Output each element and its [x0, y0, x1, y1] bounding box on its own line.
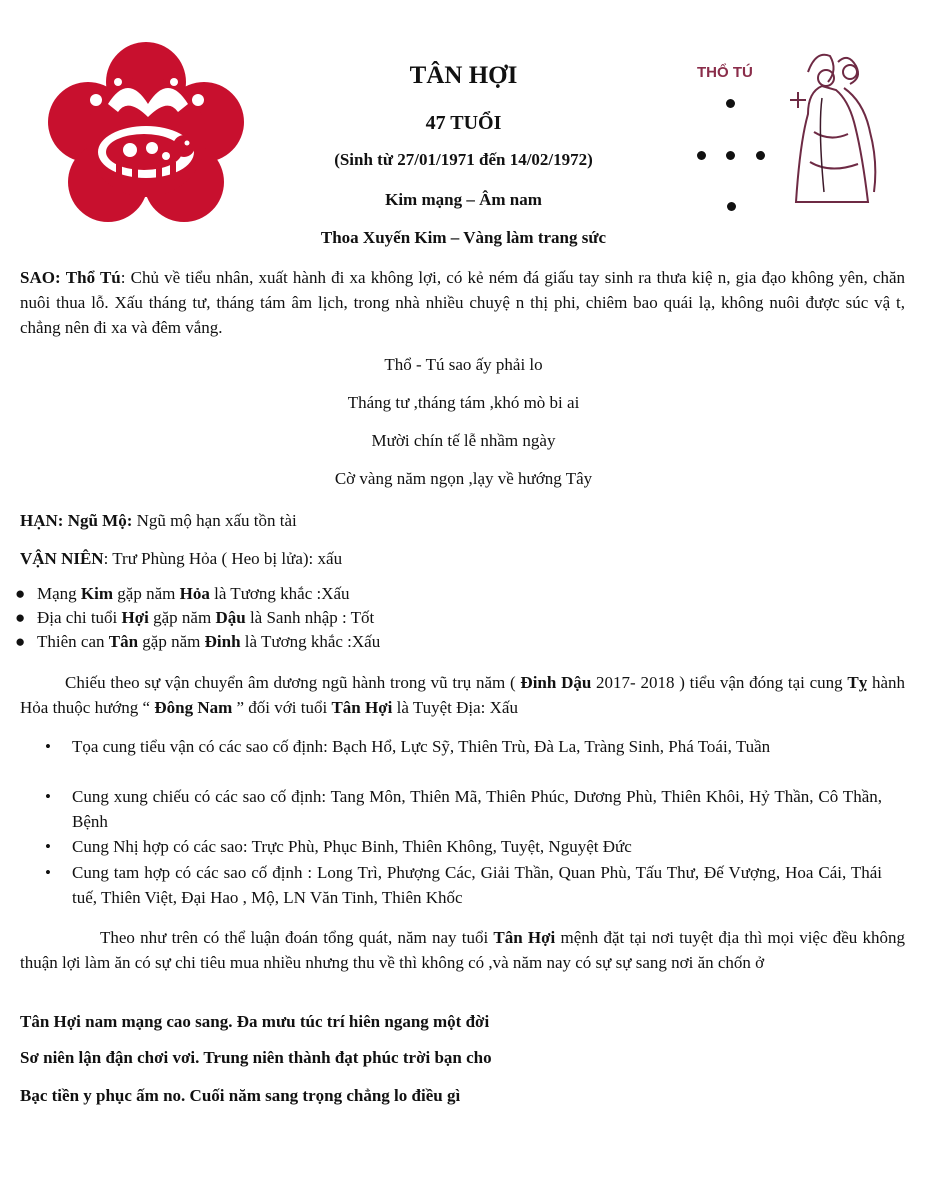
star-dot [726, 151, 735, 160]
verse-line: Tháng tư ,tháng tám ,khó mò bi ai [347, 393, 580, 412]
conclusion-paragraph: Theo như trên có thể luận đoán tổng quát, năm nay tuổi Tân Hợi mệnh đặt tại nơi tuyệt địa thì mọi việc đều không thuận lợi làm ăn có sự chi tiêu mua nhiều nhưng thu về thì không có ,và năm nay có sự sự sang nơi ăn chốn ở [20, 928, 905, 972]
element-line: Kim mạng – Âm nam [385, 190, 542, 209]
han-label: HẠN: [20, 511, 64, 530]
sao-star-name: Thổ Tú [65, 268, 121, 287]
bullet-icon: • [45, 837, 51, 856]
sao-text: : Chủ về tiểu nhân, xuất hành đi xa không lợi, có kẻ ném đá giấu tay sinh ra thưa kiệ n, gia đạo không yên, chăn nuôi thua lỗ. Xấu tháng tư, tháng tám âm lịch, trong nhà nhiều chuyệ n thị phi, chiêm bao quái lạ, không nuôi được súc vậ t, chẳng nên đi xa và đêm vắng. [20, 268, 905, 337]
page-title: TÂN HỢI [409, 62, 518, 89]
han-text: Ngũ mộ hạn xấu tồn tài [132, 511, 297, 530]
star-dot [727, 202, 736, 211]
bullet-icon: • [45, 737, 51, 756]
bullet-icon: ● [15, 632, 26, 651]
star-dot [726, 99, 735, 108]
verse-line: Cờ vàng năm ngọn ,lạy về hướng Tây [334, 469, 593, 488]
verse-line: Mười chín tế lễ nhầm ngày [371, 431, 556, 450]
jewelry-line: Thoa Xuyến Kim – Vàng làm trang sức [320, 228, 607, 247]
poem-line: Sơ niên lận đận chơi vơi. Trung niên thành đạt phúc trời bạn cho [20, 1048, 492, 1067]
list-item: • Cung Nhị hợp có các sao: Trực Phù, Phục Binh, Thiên Không, Tuyệt, Nguyệt Đức [72, 834, 882, 859]
bullet-icon: ● [15, 608, 26, 627]
han-name: Ngũ Mộ: [67, 511, 133, 530]
sao-paragraph [20, 265, 905, 340]
van-nien-text: : Trư Phùng Hỏa ( Heo bị lửa): xấu [103, 549, 343, 568]
bullet-icon: • [45, 787, 51, 806]
van-nien-label: VẬN NIÊN [20, 549, 104, 568]
han-line [20, 508, 905, 533]
van-nien-line [20, 546, 905, 571]
star-figure-label: THỔ TÚ [697, 64, 753, 81]
star-dot [697, 151, 706, 160]
list-item: ● Thiên can Tân gặp năm Đinh là Tương khắc :Xấu [15, 632, 381, 651]
bullet-icon: • [45, 863, 51, 882]
chieu-paragraph: Chiếu theo sự vận chuyển âm dương ngũ hành trong vũ trụ năm ( Đinh Dậu 2017- 2018 ) tiểu vận đóng tại cung Tỵ hành Hỏa thuộc hướng “ Đông Nam ” đối với tuổi Tân Hợi là Tuyệt Địa: Xấu [20, 673, 906, 717]
bullet-icon: ● [15, 584, 26, 603]
list-item: ● Địa chi tuổi Hợi gặp năm Dậu là Sanh nhập : Tốt [15, 608, 375, 627]
star-deity-figure-image [778, 42, 888, 210]
birth-range: (Sinh từ 27/01/1971 đến 14/02/1972) [334, 150, 593, 169]
star-dot [756, 151, 765, 160]
list-item: • Tọa cung tiểu vận có các sao cố định: Bạch Hổ, Lực Sỹ, Thiên Trù, Đà La, Tràng Sinh, Phá Toái, Tuần [72, 734, 882, 759]
poem-line: Tân Hợi nam mạng cao sang. Đa mưu túc trí hiên ngang một đời [20, 1012, 490, 1031]
sao-label: SAO: [20, 268, 61, 287]
list-item: ● Mạng Kim gặp năm Hỏa là Tương khắc :Xấu [15, 584, 350, 603]
age-heading: 47 TUỔI [425, 112, 502, 134]
list-item: • Cung xung chiếu có các sao cố định: Tang Môn, Thiên Mã, Thiên Phúc, Dương Phù, Thiên Khôi, Hỷ Thần, Cô Thần, Bệnh [72, 784, 882, 834]
poem-line: Bạc tiền y phục ấm no. Cuối năm sang trọng chẳng lo điều gì [20, 1086, 461, 1105]
list-item: • Cung tam hợp có các sao cố định : Long Trì, Phượng Các, Giải Thần, Quan Phù, Tấu Thư, Đế Vượng, Hoa Cái, Thái tuế, Thiên Việt, Đại Hao , Mộ, LN Văn Tinh, Thiên Khốc [72, 860, 882, 910]
verse-line: Thổ - Tú sao ấy phải lo [384, 355, 543, 374]
